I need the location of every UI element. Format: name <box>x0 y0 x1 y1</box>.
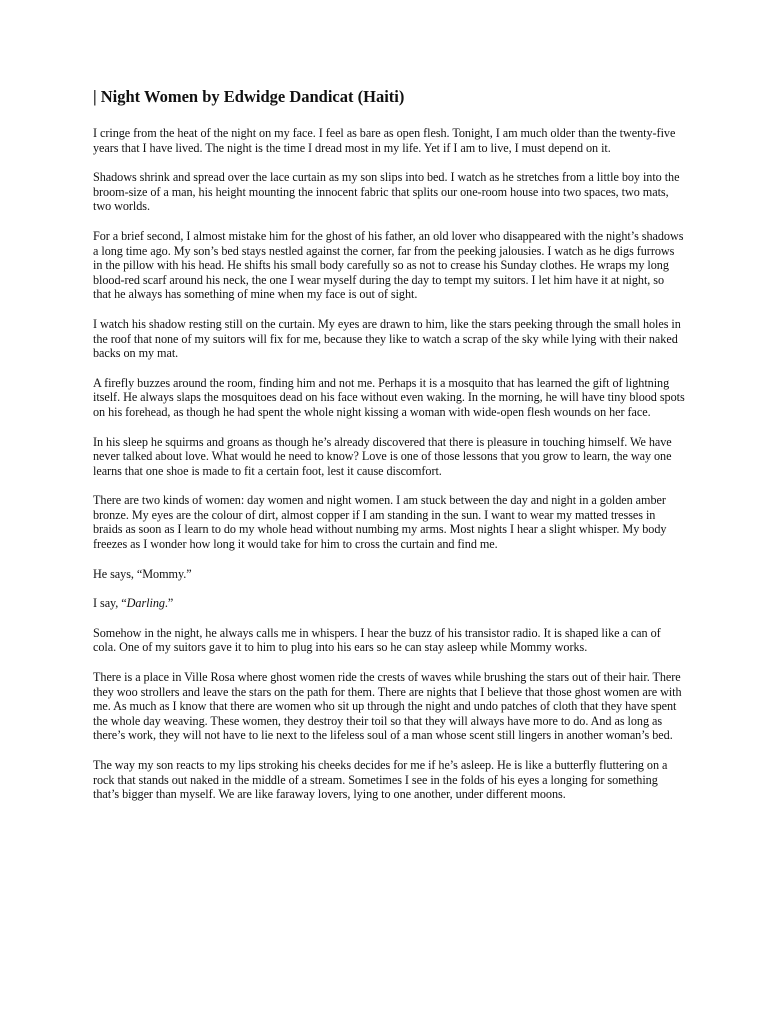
paragraph-9: There is a place in Ville Rosa where ghost women ride the crests of waves while brushing the stars out of their hair. There they woo strollers and leave the stars on the path for them. There are nights that I believe that those ghost women are with me. As much as I know that there are women who sit up through the night and undo patches of cloth that they have spent the whole day weaving. These women, they destroy their toil so that they will always have more to do. And as long as there’s work, they will not have to lie next to the lifeless soul of a man whose scent still lingers in another woman’s bed. <box>93 670 682 743</box>
darling-suffix: .” <box>164 596 174 611</box>
document-title: | Night Women by Edwidge Dandicat (Haiti) <box>93 87 405 106</box>
paragraph-6: In his sleep he squirms and groans as though he’s already discovered that there is pleasure in touching himself. We have never talked about love. What would he need to know? Love is one of those lessons that you grow to learn, the way one learns that one shoe is made to fit a certain foot, lest it cause discomfort. <box>93 434 672 478</box>
paragraph-2: Shadows shrink and spread over the lace curtain as my son slips into bed. I watch as he stretches from a little boy into the broom-size of a man, his height mounting the innocent fabric that splits our one-room house into two spaces, two mats, two worlds. <box>93 170 680 214</box>
darling-emphasis: Darling <box>126 596 165 611</box>
paragraph-5: A firefly buzzes around the room, finding him and not me. Perhaps it is a mosquito that has learned the gift of lightning itself. He always slaps the mosquitoes dead on his face without even waking. In the morning, he will have tiny blood spots on his forehead, as though he had spent the whole night kissing a woman with wide-open flesh wounds on her face. <box>93 375 685 419</box>
paragraph-7: There are two kinds of women: day women and night women. I am stuck between the day and night in a golden amber bronze. My eyes are the colour of dirt, almost copper if I am standing in the sun. I want to wear my matted tresses in braids as soon as I learn to do my whole head without numbing my arms. Most nights I hear a slight whisper. My body freezes as I wonder how long it would take for him to cross the curtain and find me. <box>93 493 667 552</box>
paragraph-10: The way my son reacts to my lips stroking his cheeks decides for me if he’s asleep. He is like a butterfly fluttering on a rock that stands out naked in the middle of a stream. Sometimes I see in the folds of his eyes a longing for something that’s bigger than myself. We are like faraway lovers, lying to one another, under different moons. <box>93 758 668 802</box>
document-page <box>93 86 685 802</box>
paragraph-1: I cringe from the heat of the night on my face. I feel as bare as open flesh. Tonight, I am much older than the twenty-five years that I have lived. The night is the time I dread most in my life. Yet if I am to live, I must depend on it. <box>93 126 676 155</box>
paragraph-darling <box>93 596 685 611</box>
paragraph-4: I watch his shadow resting still on the curtain. My eyes are drawn to him, like the stars peeking through the small holes in the roof that none of my suitors will fix for me, because they like to watch a scrap of the sky while lying with their naked backs on my mat. <box>93 316 681 361</box>
paragraph-mommy: He says, “Mommy.” <box>93 566 192 581</box>
darling-prefix: I say, “ <box>93 596 127 611</box>
paragraph-8: Somehow in the night, he always calls me in whispers. I hear the buzz of his transistor radio. It is shaped like a can of cola. One of my suitors gave it to him to plug into his ears so he can stay asleep while Mommy works. <box>93 625 661 655</box>
paragraph-3: For a brief second, I almost mistake him for the ghost of his father, an old lover who disappeared with the night’s shadows a long time ago. My son’s bed stays nestled against the corner, far from the peeking jalousies. I watch as he digs furrows in the pillow with his head. He shifts his small body carefully so as not to crease his Sunday clothes. He wraps my long blood-red scarf around his neck, the one I wear myself during the day to tempt my suitors. I let him have it at night, so that he always has something of mine when my face is out of sight. <box>93 228 684 302</box>
